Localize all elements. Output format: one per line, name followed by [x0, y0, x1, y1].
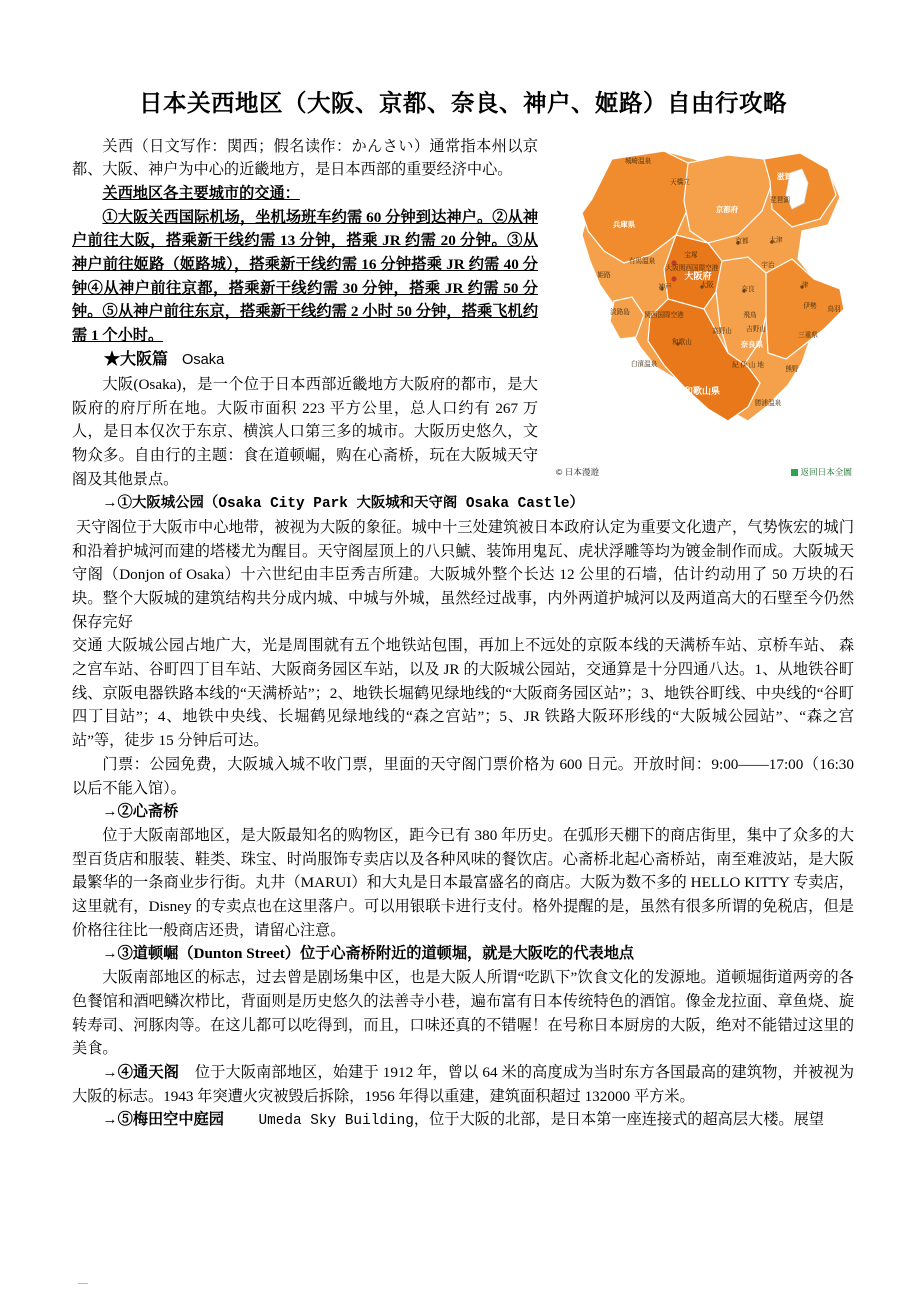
map-back-label: 返回日本全圖 [800, 467, 852, 478]
section-heading-1: →①大阪城公园（Osaka City Park 大阪城和天守阁 Osaka Castle） [102, 494, 584, 513]
kansai-region-map [552, 139, 854, 484]
section-1-paragraph-2: 交通 大阪城公园占地广大，光是周围就有五个地铁站包围，再加上不远处的京阪本线的天满桥车站、京桥车站、 森之宫车站、谷町四丁目车站、大阪商务园区车站，以及 JR 的大阪城公园站，交通算是十分四通八达。1、从地铁谷町线、京阪电器铁路本线的“天满桥站”；2、地铁长堀鹤见绿地线的“大阪商务园区站”；3、地铁谷町线、中央线的“谷町四丁目站”；4、地铁中央线、长堀鹤见绿地线的“森之宫站”；5、JR 铁路大阪环形线的“大阪城公园站”、“森之宫站”等，徒步 15 分钟后可达。 [72, 637, 854, 750]
section-1-paragraph-3: 门票：公园免费，大阪城入城不收门票，里面的天守阁门票价格为 600 日元。开放时间：9:00——17:00（16:30 以后不能入馆）。 [72, 755, 854, 797]
map-label: 大阪 [700, 281, 714, 289]
map-label: 琵琶湖 [770, 196, 790, 204]
map-label: 有馬温泉 [628, 257, 656, 265]
section-heading-3: →③道顿崛（Dunton Street）位于心斋桥附近的道顿堀，就是大阪吃的代表地点 [102, 945, 635, 963]
map-label: 淡路島 [610, 308, 630, 316]
map-label: 天橋立 [670, 178, 690, 186]
document-body [72, 135, 854, 1133]
map-label: 大阪関西国際空港 [665, 264, 719, 272]
arrow-icon: → [102, 803, 118, 821]
map-back-link[interactable] [791, 466, 852, 479]
map-label: 滋賀県 [776, 171, 800, 181]
section-3-paragraph-1: 大阪南部地区的标志，过去曾是剧场集中区，也是大阪人所谓“吃趴下”饮食文化的发源地。道顿堀街道两旁的各色餐馆和酒吧鳞次栉比，背面则是历史悠久的法善寺小巷，遍布富有日本传统特色的酒馆。像金龙拉面、章鱼烧、旋转寿司、河豚肉等。在这儿都可以吃得到，而且，口味还真的不错喔！在号称日本厨房的大阪，绝对不能错过这里的美食。 [72, 969, 854, 1058]
map-label: 宇治 [761, 261, 775, 269]
map-label: 三重県 [798, 331, 818, 339]
map-label: 鳥羽 [827, 305, 841, 313]
map-label: 紀 伊 山 地 [732, 361, 764, 369]
map-label: 飛鳥 [743, 311, 757, 319]
map-label: 大阪府 [684, 270, 712, 281]
map-label: 和歌山県 [683, 385, 721, 396]
section-1-paragraph-1: 天守阁位于大阪市中心地带，被视为大阪的象征。城中十三处建筑被日本政府认定为重要文化遗产，气势恢宏的城门和沿着护城河而建的塔楼尤为醒目。天守阁屋顶上的八只鯱、装饰用鬼瓦、虎状浮雕等均为镀金制作而成。大阪城天守阁（Donjon of Osaka）十六世纪由丰臣秀吉所建。大阪城外整个长达 12 公里的石墙，估计约动用了 50 万块的石块。整个大阪城的建筑结构共分成内城、中城与外城，虽然经过战事，内外两道护城河以及两道高大的石壁至今仍然保存完好 [72, 518, 855, 631]
traffic-body: ①大阪关西国际机场，坐机场班车约需 60 分钟到达神户。②从神户前往大阪，搭乘新干线约需 13 分钟，搭乘 JR 约需 20 分钟。③从神户前往姬路（姬路城），搭乘新干线约需 16 分钟搭乘 JR 约需 40 分钟④从神户前往京都，搭乘新干线约需 30 分钟，搭乘 JR 约需 50 分钟。⑤从神户前往东京，搭乘新干线约需 2 小时 50 分钟，搭乘飞机约需 1 个小时。 [72, 208, 538, 345]
map-label: 伊勢 [803, 302, 817, 310]
map-label: 和歌山 [672, 338, 692, 346]
map-label: 高野山 [712, 327, 732, 335]
section-heading-2: →②心斋桥 [102, 803, 179, 821]
map-label: 勝浦温泉 [754, 399, 782, 407]
intro-paragraph: 关西（日文写作：関西；假名读作：かんさい）通常指本州以京都、大阪、神户为中心的近畿地方，是日本西部的重要经济中心。 [72, 137, 538, 179]
map-label: 神戸 [658, 283, 672, 291]
arrow-icon: → [102, 945, 118, 963]
section-heading-5: →⑤梅田空中庭园 Umeda Sky Building，位于大阪的北部，是日本第一座连接式的超高层大楼。展望 [102, 1111, 824, 1130]
map-label: 白濱温泉 [630, 360, 658, 368]
arrow-icon: → [102, 1111, 118, 1129]
map-label: 宝塚 [684, 251, 698, 259]
map-label: 京都 [735, 237, 749, 245]
section-heading-4: →④通天阁 位于大阪南部地区，始建于 1912 年，曾以 64 米的高度成为当时东方各国最高的建筑物，并被视为大阪的标志。1943 年突遭火灾被毁后拆除，1956 年得以重建，建筑面积超过 132000 平方米。 [72, 1063, 855, 1105]
footer-divider [78, 1283, 88, 1284]
map-label: 城崎温泉 [624, 157, 652, 165]
map-label: 関西国際空港 [644, 311, 684, 319]
map-credit: © 日本漫遊 [556, 467, 600, 478]
map-graphic [552, 139, 854, 439]
map-label: 姫路 [597, 271, 611, 279]
page-title: 日本关西地区（大阪、京都、奈良、神户、姬路）自由行攻略 [139, 90, 787, 116]
map-label: 奈良 [741, 285, 755, 293]
map-label: 京都府 [715, 204, 739, 214]
map-label: 大津 [769, 236, 783, 244]
osaka-section-heading: ★大阪篇 Osaka [104, 350, 225, 368]
arrow-icon: → [102, 1063, 118, 1081]
map-label: 兵庫県 [612, 219, 636, 229]
osaka-intro: 大阪(Osaka)，是一个位于日本西部近畿地方大阪府的都市，是大阪府的府厅所在地。大阪市面积 223 平方公里，总人口约有 267 万人，是日本仅次于东京、横滨人口第三多的城市。大阪历史悠久，文物众多。自由行的主题：食在道顿崛，购在心斋桥，玩在大阪城天守阁及其他景点。 [72, 375, 538, 488]
map-label: 吉野山 [746, 325, 766, 333]
map-label: 津 [801, 281, 809, 289]
section-2-paragraph-1: 位于大阪南部地区，是大阪最知名的购物区，距今已有 380 年历史。在弧形天棚下的商店街里，集中了众多的大型百货店和服装、鞋类、珠宝、时尚服饰专卖店以及各种风味的餐饮店。心斋桥北起心斋桥站，南至难波站，是大阪最繁华的一条商业步行街。丸井（MARUI）和大丸是日本最富盛名的商店。大阪为数不多的 HELLO KITTY 专卖店，这里就有，Disney 的专卖点也在这里落户。可以用银联卡进行支付。格外提醒的是，虽然有很多所谓的免税店，但是价格往往比一般商店还贵，请留心注意。 [72, 826, 854, 939]
traffic-heading: 关西地区各主要城市的交通： [102, 184, 300, 202]
map-label: 熊野 [785, 365, 799, 373]
green-square-icon [791, 469, 798, 476]
arrow-icon: → [102, 494, 118, 512]
map-label: 奈良県 [740, 339, 764, 349]
osaka-heading-latin: Osaka [182, 351, 225, 368]
